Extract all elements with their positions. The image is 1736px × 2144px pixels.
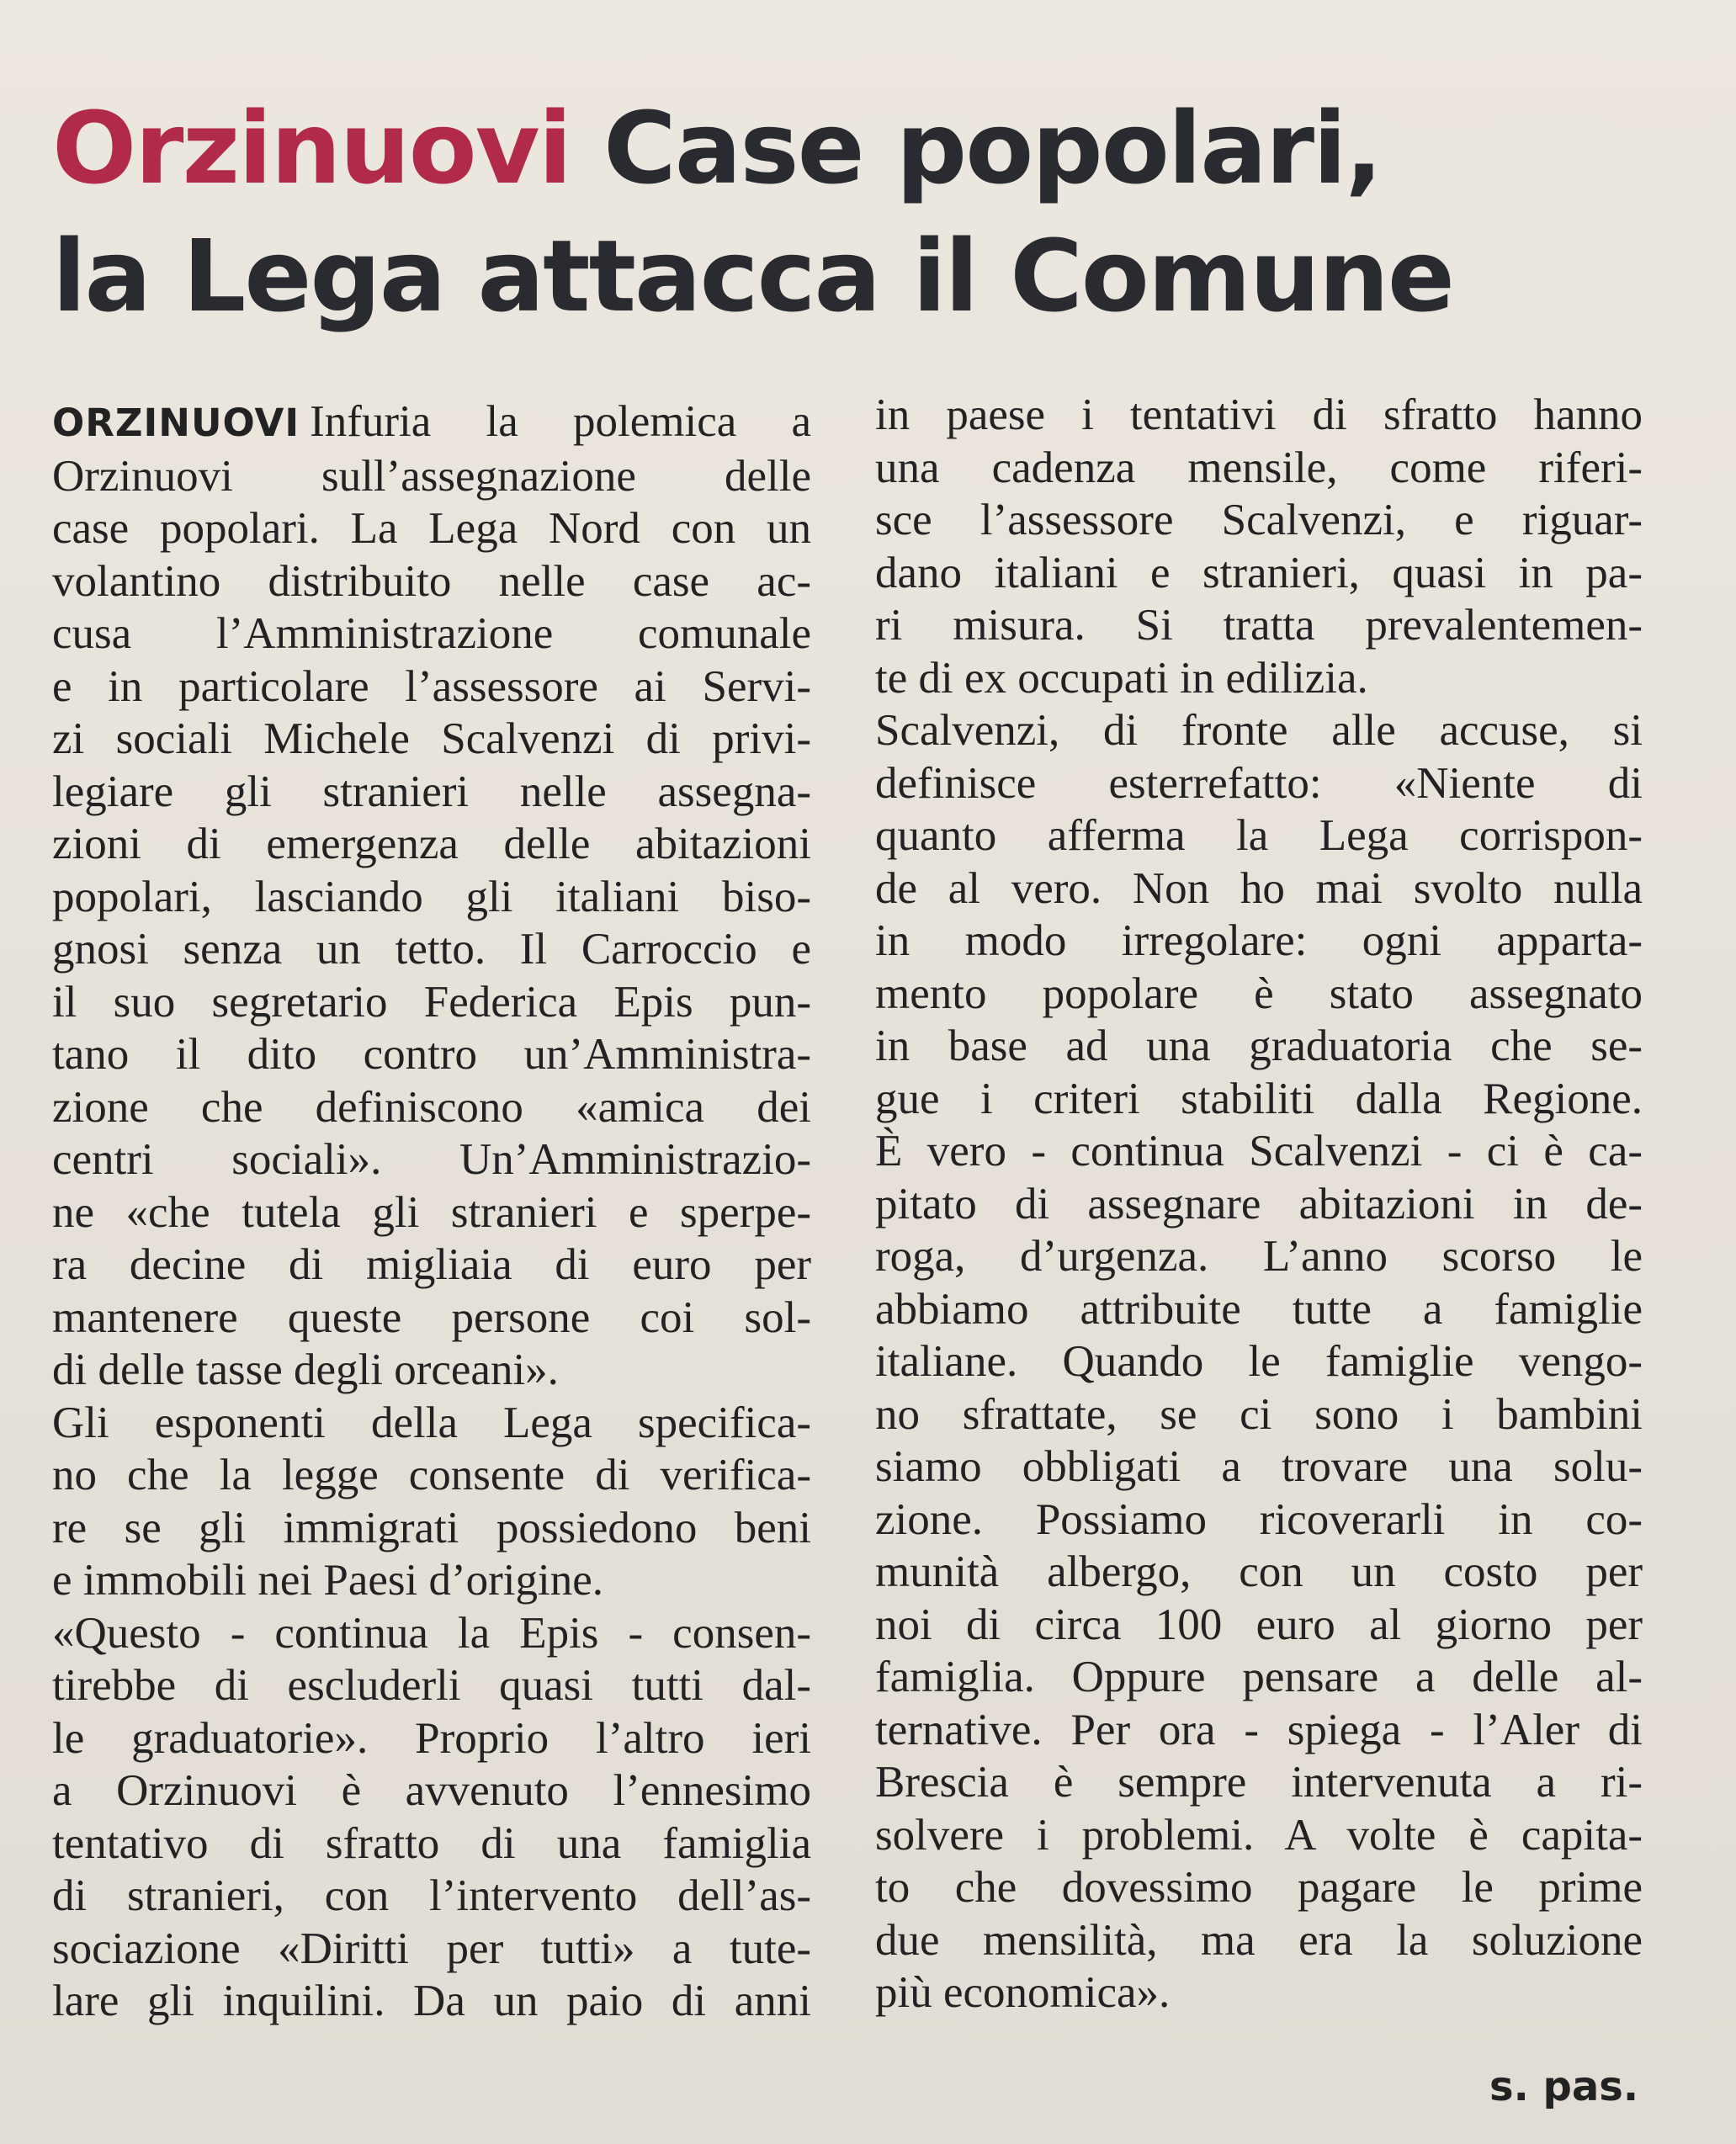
article-line-text: munità albergo, con un costo per bbox=[875, 1547, 1643, 1596]
article-line-text: ne «che tutela gli stranieri e sperpe- bbox=[52, 1187, 811, 1237]
article-line bbox=[52, 1449, 811, 1502]
article-line-text: «Questo - continua la Epis - consen- bbox=[52, 1608, 811, 1658]
article-line bbox=[52, 1975, 811, 2028]
article-line bbox=[52, 1292, 811, 1345]
article-line bbox=[875, 1178, 1643, 1231]
article-line-text: gue i criteri stabiliti dalla Regione. bbox=[875, 1074, 1643, 1123]
article-line bbox=[52, 976, 811, 1029]
headline-title-line2: la Lega attacca il Comune bbox=[52, 218, 1453, 334]
article-line bbox=[875, 652, 1643, 705]
article-line-text: definisce esterrefatto: «Niente di bbox=[875, 758, 1643, 808]
article-line bbox=[875, 1494, 1643, 1547]
article-line-text: case popolari. La Lega Nord con un bbox=[52, 504, 811, 553]
article-line-text: il suo segretario Federica Epis pun- bbox=[52, 977, 811, 1027]
article-line bbox=[52, 1870, 811, 1923]
article-line bbox=[52, 1923, 811, 1976]
article-line bbox=[875, 1599, 1643, 1652]
article-line-text: de al vero. Non ho mai svolto nulla bbox=[875, 863, 1643, 913]
article-line-text: tirebbe di escluderli quasi tutti dal- bbox=[52, 1661, 811, 1710]
article-line-text: te di ex occupati in edilizia. bbox=[875, 653, 1368, 703]
article-line-text: volantino distribuito nelle case ac- bbox=[52, 556, 811, 606]
article-line-text: le graduatorie». Proprio l’altro ieri bbox=[52, 1713, 811, 1763]
article-line bbox=[52, 713, 811, 766]
article-line-text: in base ad una graduatoria che se- bbox=[875, 1022, 1643, 1070]
article-column-right bbox=[875, 389, 1643, 2019]
article-line bbox=[875, 1704, 1643, 1757]
article-line bbox=[875, 1861, 1643, 1914]
article-line-text: pitato di assegnare abitazioni in de- bbox=[875, 1179, 1643, 1229]
article-line bbox=[52, 502, 811, 555]
article-line bbox=[52, 1712, 811, 1765]
article-line-text: una cadenza mensile, come riferi- bbox=[875, 443, 1643, 492]
article-line-text: sociazione «Diritti per tutti» a tute- bbox=[52, 1924, 811, 1973]
article-line-text: centri sociali». Un’Amministrazio- bbox=[52, 1135, 811, 1184]
article-line bbox=[875, 915, 1643, 968]
article-line bbox=[52, 395, 811, 450]
article-line-text: dano italiani e stranieri, quasi in pa- bbox=[875, 548, 1643, 597]
article-line bbox=[52, 871, 811, 924]
dateline: ORZINUOVI bbox=[52, 401, 300, 445]
article-line-text: to che dovessimo pagare le prime bbox=[875, 1863, 1643, 1912]
article-line-text: Infuria la polemica a bbox=[310, 397, 811, 446]
article-line-text: in paese i tentativi di sfratto hanno bbox=[875, 390, 1643, 439]
article-line-text: abbiamo attribuite tutte a famiglie bbox=[875, 1284, 1643, 1334]
article-line-text: sce l’assessore Scalvenzi, e riguar- bbox=[875, 496, 1643, 544]
article-line bbox=[52, 1081, 811, 1134]
article-line-text: siamo obbligati a trovare una solu- bbox=[875, 1442, 1643, 1491]
article-line-text: zione. Possiamo ricoverarli in co- bbox=[875, 1494, 1643, 1544]
article-line bbox=[52, 1502, 811, 1555]
article-line bbox=[875, 1441, 1643, 1494]
article-line-text: Orzinuovi sull’assegnazione delle bbox=[52, 451, 811, 501]
article-line-text: legiare gli stranieri nelle assegna- bbox=[52, 767, 811, 816]
headline-kicker: Orzinuovi bbox=[52, 90, 571, 206]
article-line bbox=[875, 599, 1643, 652]
article-line bbox=[875, 1335, 1643, 1388]
article-line bbox=[875, 1020, 1643, 1073]
article-line bbox=[875, 389, 1643, 442]
article-line-text: re se gli immigrati possiedono beni bbox=[52, 1503, 811, 1552]
article-line-text: zione che definiscono «amica dei bbox=[52, 1082, 811, 1132]
article-line-text: e in particolare l’assessore ai Servi- bbox=[52, 661, 811, 711]
article-line bbox=[52, 661, 811, 714]
article-line-text: italiane. Quando le famiglie vengo- bbox=[875, 1337, 1643, 1386]
article-line-text: due mensilità, ma era la soluzione bbox=[875, 1915, 1643, 1965]
article-line bbox=[52, 1818, 811, 1871]
article-line bbox=[875, 1914, 1643, 1967]
article-line bbox=[875, 757, 1643, 810]
article-line-text: famiglia. Oppure pensare a delle al- bbox=[875, 1653, 1643, 1701]
article-line bbox=[875, 968, 1643, 1021]
article-line-text: e immobili nei Paesi d’origine. bbox=[52, 1556, 604, 1605]
article-line-text: di delle tasse degli orceani». bbox=[52, 1345, 559, 1394]
article-line bbox=[52, 555, 811, 608]
article-line-text: di stranieri, con l’intervento dell’as- bbox=[52, 1871, 811, 1920]
article-line bbox=[52, 766, 811, 819]
article-line bbox=[52, 923, 811, 976]
article-line bbox=[52, 1133, 811, 1186]
article-line-text: È vero - continua Scalvenzi - ci è ca- bbox=[875, 1127, 1643, 1175]
article-line-text: ternative. Per ora - spiega - l’Aler di bbox=[875, 1705, 1643, 1754]
article-line bbox=[875, 1283, 1643, 1336]
article-line-text: zi sociali Michele Scalvenzi di privi- bbox=[52, 714, 811, 763]
article-line bbox=[52, 1397, 811, 1450]
article-line-text: solvere i problemi. A volte è capita- bbox=[875, 1810, 1643, 1860]
article-column-left bbox=[52, 395, 811, 2028]
article-line-text: ri misura. Si tratta prevalentemen- bbox=[875, 601, 1643, 650]
article-line bbox=[875, 1546, 1643, 1599]
article-line-text: no che la legge consente di verifica- bbox=[52, 1451, 811, 1499]
article-line bbox=[52, 1765, 811, 1818]
article-line-text: ra decine di migliaia di euro per bbox=[52, 1240, 811, 1289]
article-line-text: tentativo di sfratto di una famiglia bbox=[52, 1818, 811, 1868]
article-line bbox=[52, 1554, 811, 1607]
article-line bbox=[875, 442, 1643, 495]
article-line bbox=[875, 704, 1643, 757]
article-line-text: mantenere queste persone coi sol- bbox=[52, 1292, 811, 1342]
article-line-text: mento popolare è stato assegnato bbox=[875, 969, 1643, 1018]
article-line-text: a Orzinuovi è avvenuto l’ennesimo bbox=[52, 1766, 811, 1815]
article-line bbox=[52, 1186, 811, 1239]
article-line bbox=[875, 1651, 1643, 1704]
article-line-text: in modo irregolare: ogni apparta- bbox=[875, 916, 1643, 965]
article-line bbox=[52, 1659, 811, 1712]
article-line bbox=[875, 1230, 1643, 1283]
article-line bbox=[52, 1607, 811, 1660]
article-line-text: lare gli inquilini. Da un paio di anni bbox=[52, 1977, 811, 2025]
article-line-text: quanto afferma la Lega corrispon- bbox=[875, 811, 1643, 860]
article-line-text: Brescia è sempre intervenuta a ri- bbox=[875, 1758, 1643, 1807]
article-line bbox=[875, 1809, 1643, 1862]
article-line bbox=[875, 1756, 1643, 1809]
article-line-text: Gli esponenti della Lega specifica- bbox=[52, 1398, 811, 1447]
article-line-text: zioni di emergenza delle abitazioni bbox=[52, 820, 811, 868]
article-line bbox=[52, 818, 811, 871]
article-line-text: noi di circa 100 euro al giorno per bbox=[875, 1600, 1643, 1649]
article-line bbox=[875, 1966, 1643, 2019]
article-line-text: più economica». bbox=[875, 1968, 1171, 2017]
article-line bbox=[52, 450, 811, 503]
byline: s. pas. bbox=[1489, 2063, 1639, 2110]
article-line bbox=[52, 1028, 811, 1081]
article-line-text: tano il dito contro un’Amministra- bbox=[52, 1030, 811, 1079]
headline bbox=[52, 84, 1693, 340]
article-line bbox=[875, 494, 1643, 547]
article-line-text: no sfrattate, se ci sono i bambini bbox=[875, 1389, 1643, 1439]
article-line-text: gnosi senza un tetto. Il Carroccio e bbox=[52, 925, 811, 974]
article-line bbox=[875, 1388, 1643, 1441]
article-line bbox=[52, 1344, 811, 1397]
article-line bbox=[875, 1073, 1643, 1126]
article-line bbox=[875, 1125, 1643, 1178]
article-line bbox=[875, 547, 1643, 600]
article-line bbox=[875, 862, 1643, 915]
article-line-text: Scalvenzi, di fronte alle accuse, si bbox=[875, 706, 1643, 755]
article-line-text: roga, d’urgenza. L’anno scorso le bbox=[875, 1232, 1643, 1281]
article-line bbox=[52, 1239, 811, 1292]
headline-title-line1: Case popolari, bbox=[571, 90, 1382, 206]
article-line bbox=[52, 608, 811, 661]
article-line bbox=[875, 809, 1643, 862]
article-line-text: cusa l’Amministrazione comunale bbox=[52, 609, 811, 658]
article-line-text: popolari, lasciando gli italiani biso- bbox=[52, 872, 811, 921]
